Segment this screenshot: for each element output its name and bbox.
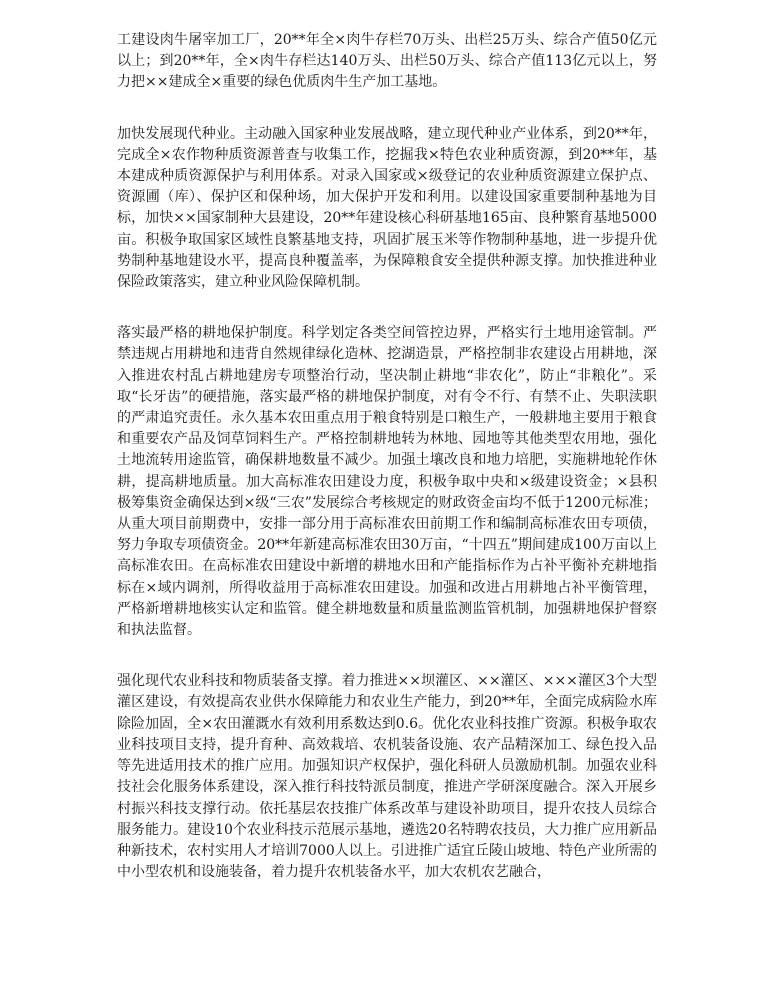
- document-page: [117, 30, 657, 883]
- paragraph-seed-industry: 加快发展现代种业。主动融入国家种业发展战略，建立现代种业产业体系，到20**年，完成全×农作物种质资源普查与收集工作，挖掘我×特色农业种质资源，到20**年，基本建成种质资源保护与利用体系。对录入国家或×级登记的农业种质资源建立保护点、资源圃（库）、保护区和保种场，加大保护开发和利用。以建设国家重要制种基地为目标，加快××国家制种大县建设，20**年建设核心科研基地165亩、良种繁育基地5000亩。积极争取国家区域性良繁基地支持，巩固扩展玉米等作物制种基地，进一步提升优势制种基地建设水平，提高良种覆盖率，为保障粮食安全提供种源支撑。加快推进种业保险政策落实，建立种业风险保障机制。: [117, 125, 657, 291]
- paragraph-beef-cattle: 工建设肉牛屠宰加工厂，20**年全×肉牛存栏70万头、出栏25万头、综合产值50亿元以上；到20**年，全×肉牛存栏达140万头、出栏50万头、综合产值113亿元以上，努力把××建成全×重要的绿色优质肉牛生产加工基地。: [117, 32, 657, 91]
- paragraph-agri-technology: 强化现代农业科技和物质装备支撑。着力推进××坝灌区、××灌区、×××灌区3个大型灌区建设，有效提高农业供水保障能力和农业生产能力，到20**年，全面完成病险水库除险加固，全×农田灌溉水有效利用系数达到0.6。优化农业科技推广资源。积极争取农业科技项目支持，提升育种、高效栽培、农机装备设施、农产品精深加工、绿色投入品等先进适用技术的推广应用。加强知识产权保护，强化科研人员激励机制。加强农业科技社会化服务体系建设，深入推行科技特派员制度，推进产学研深度融合。深入开展乡村振兴科技支撑行动。依托基层农技推广体系改革与建设补助项目，提升农技人员综合服务能力。建设10个农业科技示范展示基地，遴选20名特聘农技员，大力推广应用新品种新技术，农村实用人才培训7000人以上。引进推广适宜丘陵山坡地、特色产业所需的中小型农机和设施装备，着力提升农机装备水平，加大农机农艺融合，: [117, 673, 657, 881]
- paragraph-farmland-protection: 落实最严格的耕地保护制度。科学划定各类空间管控边界，严格实行土地用途管制。严禁违规占用耕地和违背自然规律绿化造林、挖湖造景，严格控制非农建设占用耕地，深入推进农村乱占耕地建房专项整治行动，坚决制止耕地“非农化”，防止“非粮化”。采取“长牙齿”的硬措施，落实最严格的耕地保护制度，对有令不行、有禁不止、失职渎职的严肃追究责任。永久基本农田重点用于粮食特别是口粮生产，一般耕地主要用于粮食和重要农产品及饲草饲料生产。严格控制耕地转为林地、园地等其他类型农用地，强化土地流转用途监管，确保耕地数量不减少。加强土壤改良和地力培肥，实施耕地轮作休耕，提高耕地质量。加大高标准农田建设力度，积极争取中央和×级建设资金；×县积极筹集资金确保达到×级“三农”发展综合考核规定的财政资金亩均不低于1200元标准；从重大项目前期费中，安排一部分用于高标准农田前期工作和编制高标准农田专项债，努力争取专项债资金。20**年新建高标准农田30万亩，“十四五”期间建成100万亩以上高标准农田。在高标准农田建设中新增的耕地水田和产能指标作为占补平衡补充耕地指标在×域内调剂，所得收益用于高标准农田建设。加强和改进占用耕地占补平衡管理，严格新增耕地核实认定和监管。健全耕地数量和质量监测监管机制，加强耕地保护督察和执法监督。: [117, 325, 657, 639]
